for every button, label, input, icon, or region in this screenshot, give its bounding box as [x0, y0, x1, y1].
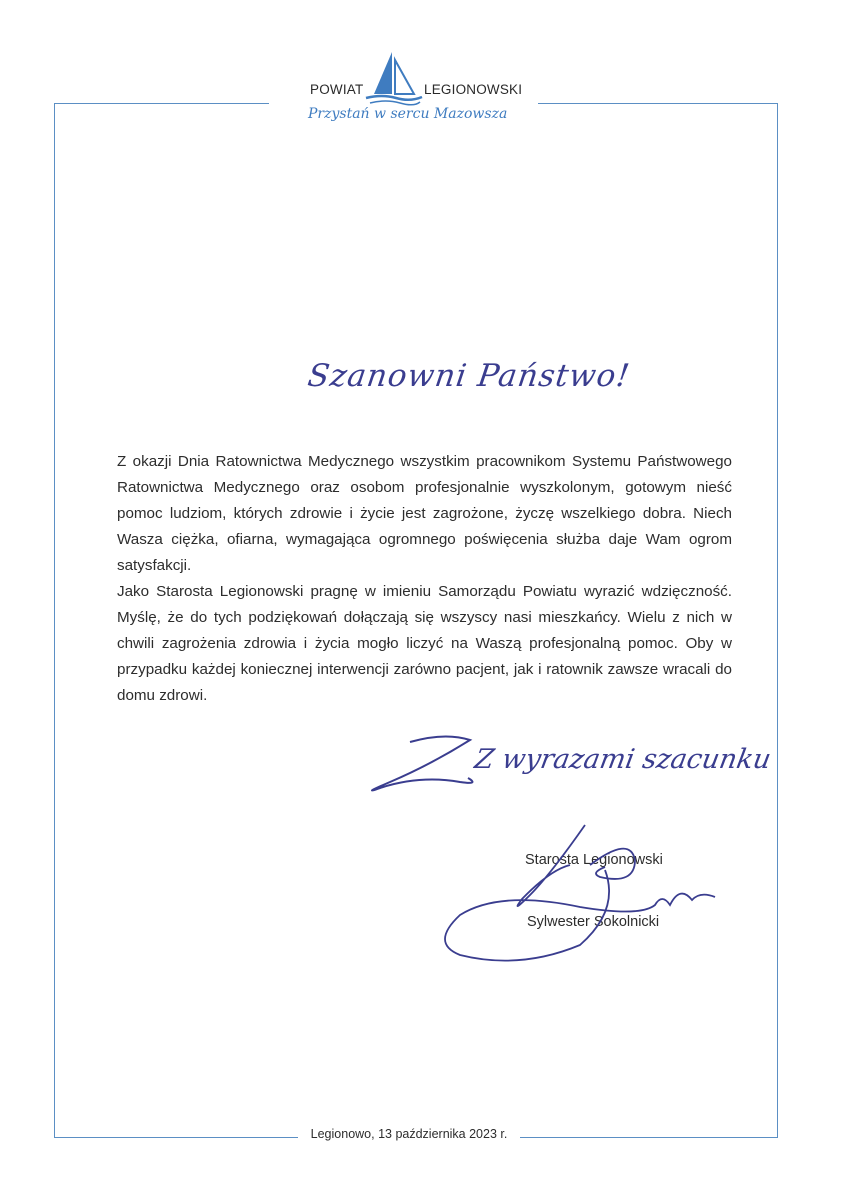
- frame-right-line: [777, 103, 778, 1138]
- signatory-name: Sylwester Sokolnicki: [527, 914, 660, 930]
- letter-paragraph-1: Z okazji Dnia Ratownictwa Medycznego wszystkim pracownikom Systemu Państwowego Ratownictwa Medycznego oraz osobom profesjonalnie wyszkolonym, gotowym nieść pomoc ludziom, których zdrowie i życie jest zagrożone, życzę wszelkiego dobra. Niech Wasza ciężka, ofiarna, wymagająca ogromnego poświęcenia służba daje Wam ogrom satysfakcji.: [117, 453, 732, 575]
- closing-text: Z wyrazami szacunku: [472, 744, 774, 775]
- county-tagline: Przystań w sercu Mazowsza: [308, 106, 508, 122]
- logo-word-legionowski: LEGIONOWSKI: [424, 82, 523, 97]
- logo-word-powiat: POWIAT: [310, 82, 364, 97]
- handwritten-signature: [430, 815, 730, 975]
- sailboat-icon: [362, 48, 424, 106]
- letter-paragraph-2: Jako Starosta Legionowski pragnę w imieniu Samorządu Powiatu wyrazić wdzięczność. Myślę, że do tych podziękowań dołączają się wszyscy nasi mieszkańcy. Wielu z nich w chwili zagrożenia zdrowia i życia mogło liczyć na Waszą profesjonalną pomoc. Oby w przypadku każdej koniecznej interwencji zarówno pacjent, jak i ratownik zawsze wracali do domu zdrowi.: [117, 583, 732, 705]
- frame-bottom-left-line: [54, 1137, 298, 1138]
- salutation-text: Szanowni Państwo!: [305, 358, 633, 394]
- place-and-date: Legionowo, 13 października 2023 r.: [310, 1127, 508, 1141]
- county-logo: [300, 48, 540, 138]
- frame-bottom-right-line: [520, 1137, 778, 1138]
- frame-top-right-line: [538, 103, 778, 104]
- frame-left-line: [54, 103, 55, 1138]
- handwritten-closing: [350, 720, 774, 810]
- frame-top-left-line: [54, 103, 269, 104]
- handwritten-salutation: [300, 330, 633, 420]
- signatory-title: Starosta Legionowski: [525, 852, 663, 868]
